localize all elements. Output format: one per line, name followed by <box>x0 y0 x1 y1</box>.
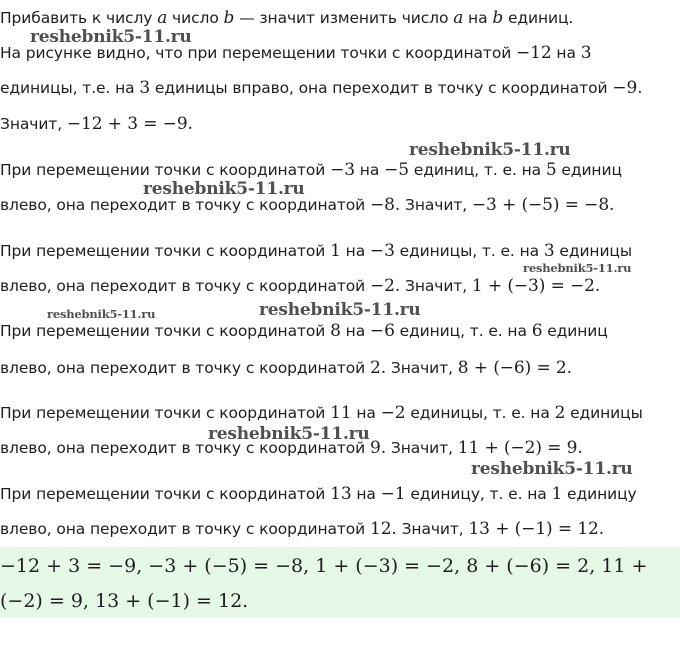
example4-line2: влево, она переходит в точку с координатой 2. Значит, 8 + (−6) = 2. <box>0 358 572 378</box>
watermark: reshebnik5-11.ru <box>47 307 156 321</box>
example3-line1: При перемещении точки с координатой 1 на −3 единицы, т. е. на 3 единицы <box>0 241 633 261</box>
answer-line1: −12 + 3 = −9, −3 + (−5) = −8, 1 + (−3) = −2, 8 + (−6) = 2, 11 + <box>0 555 648 577</box>
watermark: reshebnik5-11.ru <box>30 27 192 47</box>
answer-box <box>0 547 680 617</box>
intro-line: Прибавить к числу a число b — значит изменить число a на b единиц. <box>0 8 574 28</box>
example5-line2: влево, она переходит в точку с координатой 9. Значит, 11 + (−2) = 9. <box>0 438 583 458</box>
example4-line1: При перемещении точки с координатой 8 на −6 единиц, т. е. на 6 единиц <box>0 321 608 341</box>
example3-line2: влево, она переходит в точку с координатой −2. Значит, 1 + (−3) = −2. <box>0 276 601 296</box>
example5-line1: При перемещении точки с координатой 11 на −2 единицы, т. е. на 2 единицы <box>0 403 643 423</box>
watermark: reshebnik5-11.ru <box>259 300 421 320</box>
watermark: reshebnik5-11.ru <box>523 261 632 275</box>
watermark: reshebnik5-11.ru <box>208 424 370 444</box>
example2-line1: При перемещении точки с координатой −3 на −5 единиц, т. е. на 5 единиц <box>0 160 622 180</box>
answer-line2: (−2) = 9, 13 + (−1) = 12. <box>0 590 249 612</box>
example6-line1: При перемещении точки с координатой 13 на −1 единицу, т. е. на 1 единицу <box>0 484 637 504</box>
example6-line2: влево, она переходит в точку с координатой 12. Значит, 13 + (−1) = 12. <box>0 519 605 539</box>
example1-line1: На рисунке видно, что при перемещении точки с координатой −12 на 3 <box>0 43 592 63</box>
example2-line2: влево, она переходит в точку с координатой −8. Значит, −3 + (−5) = −8. <box>0 195 615 215</box>
watermark: reshebnik5-11.ru <box>471 459 633 479</box>
watermark: reshebnik5-11.ru <box>143 179 305 199</box>
watermark: reshebnik5-11.ru <box>409 140 571 160</box>
example1-line3: Значит, −12 + 3 = −9. <box>0 114 193 134</box>
example1-line2: единицы, т.е. на 3 единицы вправо, она переходит в точку с координатой −9. <box>0 78 643 98</box>
